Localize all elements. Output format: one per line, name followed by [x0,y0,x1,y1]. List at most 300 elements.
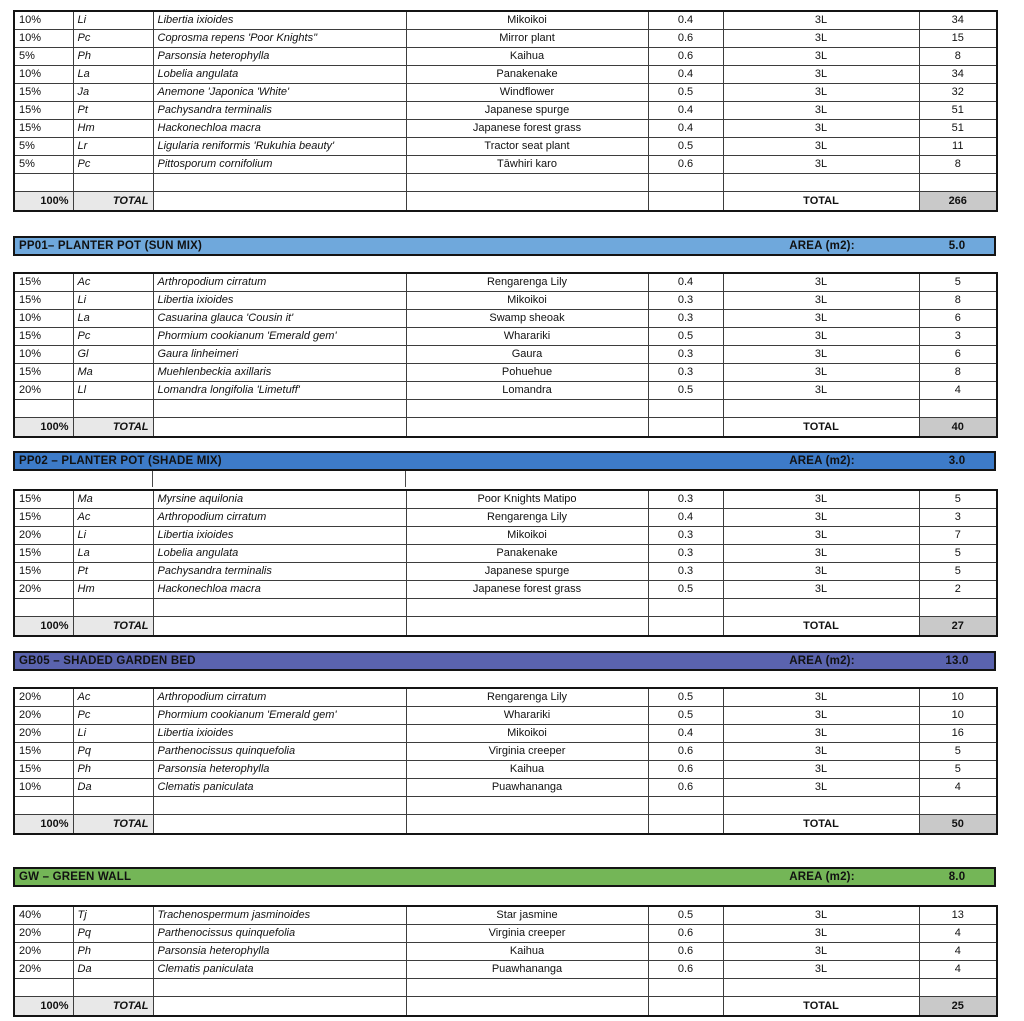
total-caption-cell: TOTAL [723,617,919,637]
plant-row [14,527,997,545]
plant-row [14,545,997,563]
botanical-name-cell: Lobelia angulata [153,545,406,563]
common-name-cell: Kaihua [406,48,648,66]
percentage-cell: 10% [14,11,73,30]
quantity-cell: 8 [919,292,997,310]
total-quantity-cell: 266 [919,192,997,212]
common-name-cell: Puawhananga [406,961,648,979]
percentage-cell: 15% [14,102,73,120]
species-code-cell: Li [73,527,153,545]
size-cell: 0.6 [648,779,723,797]
percentage-cell: 5% [14,48,73,66]
percentage-cell: 15% [14,743,73,761]
species-code-cell: Li [73,11,153,30]
botanical-name-cell: Pittosporum cornifolium [153,156,406,174]
common-name-cell: Rengarenga Lily [406,273,648,292]
percentage-cell: 15% [14,292,73,310]
pot-size-cell: 3L [723,779,919,797]
area-label: AREA (m2): [789,655,855,667]
species-code-cell: Ac [73,273,153,292]
botanical-name-cell: Hackonechloa macra [153,581,406,599]
quantity-cell: 51 [919,102,997,120]
quantity-cell: 8 [919,156,997,174]
percentage-cell: 15% [14,490,73,509]
percentage-cell: 20% [14,707,73,725]
pot-size-cell: 3L [723,328,919,346]
area-label: AREA (m2): [789,240,855,252]
size-cell: 0.5 [648,906,723,925]
total-caption-cell: TOTAL [723,815,919,835]
plant-row [14,48,997,66]
common-name-cell: Pohuehue [406,364,648,382]
species-code-cell: Ac [73,688,153,707]
plant-row [14,925,997,943]
species-code-cell: Pt [73,563,153,581]
common-name-cell: Wharariki [406,328,648,346]
plant-row [14,563,997,581]
plant-row [14,273,997,292]
empty-cell [73,797,153,815]
total-percentage-cell: 100% [14,997,73,1017]
pot-size-cell: 3L [723,346,919,364]
botanical-name-cell: Lomandra longifolia 'Limetuff' [153,382,406,400]
botanical-name-cell: Gaura linheimeri [153,346,406,364]
botanical-name-cell: Libertia ixioides [153,725,406,743]
percentage-cell: 15% [14,364,73,382]
spacer-row [14,797,997,815]
pot-size-cell: 3L [723,725,919,743]
section-title: GW – GREEN WALL [19,871,132,883]
plant-row [14,156,997,174]
size-cell: 0.5 [648,707,723,725]
size-cell: 0.5 [648,581,723,599]
species-code-cell: Pc [73,328,153,346]
common-name-cell: Windflower [406,84,648,102]
quantity-cell: 2 [919,581,997,599]
species-code-cell: Pq [73,925,153,943]
total-empty-cell [153,617,406,637]
plant-schedule-table [13,272,998,438]
common-name-cell: Panakenake [406,545,648,563]
botanical-name-cell: Ligularia reniformis 'Rukuhia beauty' [153,138,406,156]
common-name-cell: Tāwhiri karo [406,156,648,174]
total-empty-cell [153,815,406,835]
total-caption-cell: TOTAL [723,192,919,212]
pot-size-cell: 3L [723,102,919,120]
size-cell: 0.4 [648,273,723,292]
total-empty-cell [153,418,406,438]
empty-cell [648,400,723,418]
size-cell: 0.3 [648,545,723,563]
plant-row [14,761,997,779]
size-cell: 0.3 [648,364,723,382]
size-cell: 0.3 [648,527,723,545]
pot-size-cell: 3L [723,120,919,138]
botanical-name-cell: Hackonechloa macra [153,120,406,138]
pot-size-cell: 3L [723,382,919,400]
empty-cell [919,400,997,418]
common-name-cell: Kaihua [406,943,648,961]
botanical-name-cell: Libertia ixioides [153,292,406,310]
species-code-cell: Ac [73,509,153,527]
species-code-cell: Ma [73,490,153,509]
plant-row [14,11,997,30]
percentage-cell: 20% [14,382,73,400]
size-cell: 0.6 [648,743,723,761]
empty-cell [648,797,723,815]
total-quantity-cell: 25 [919,997,997,1017]
plant-row [14,707,997,725]
size-cell: 0.4 [648,509,723,527]
empty-cell [919,599,997,617]
species-code-cell: Ja [73,84,153,102]
percentage-cell: 15% [14,84,73,102]
spacer-row [14,599,997,617]
pot-size-cell: 3L [723,138,919,156]
common-name-cell: Japanese spurge [406,102,648,120]
pot-size-cell: 3L [723,273,919,292]
plant-row [14,906,997,925]
section-title: PP02 – PLANTER POT (SHADE MIX) [19,455,222,467]
empty-cell [723,174,919,192]
botanical-name-cell: Parsonsia heterophylla [153,943,406,961]
pot-size-cell: 3L [723,11,919,30]
total-empty-cell [406,815,648,835]
size-cell: 0.3 [648,490,723,509]
percentage-cell: 15% [14,545,73,563]
empty-cell [723,979,919,997]
botanical-name-cell: Lobelia angulata [153,66,406,84]
section-title: GB05 – SHADED GARDEN BED [19,655,196,667]
common-name-cell: Rengarenga Lily [406,509,648,527]
common-name-cell: Gaura [406,346,648,364]
botanical-name-cell: Parsonsia heterophylla [153,761,406,779]
percentage-cell: 15% [14,328,73,346]
area-value: 13.0 [945,655,969,667]
plant-row [14,84,997,102]
species-code-cell: Li [73,292,153,310]
percentage-cell: 15% [14,761,73,779]
botanical-name-cell: Libertia ixioides [153,527,406,545]
species-code-cell: Hm [73,120,153,138]
empty-cell [153,979,406,997]
botanical-name-cell: Arthropodium cirratum [153,273,406,292]
total-percentage-cell: 100% [14,192,73,212]
size-cell: 0.5 [648,382,723,400]
total-empty-cell [648,997,723,1017]
botanical-name-cell: Anemone 'Japonica 'White' [153,84,406,102]
area-value: 5.0 [948,240,966,252]
plant-schedule-table [13,687,998,835]
quantity-cell: 5 [919,563,997,581]
species-code-cell: Ph [73,48,153,66]
common-name-cell: Star jasmine [406,906,648,925]
size-cell: 0.5 [648,138,723,156]
total-percentage-cell: 100% [14,418,73,438]
spacer-row [14,400,997,418]
size-cell: 0.6 [648,156,723,174]
quantity-cell: 6 [919,310,997,328]
empty-cell [406,400,648,418]
size-cell: 0.6 [648,961,723,979]
section-title: PP01– PLANTER POT (SUN MIX) [19,240,203,252]
spacer-row [14,979,997,997]
quantity-cell: 6 [919,346,997,364]
common-name-cell: Puawhananga [406,779,648,797]
percentage-cell: 20% [14,527,73,545]
empty-cell [153,797,406,815]
percentage-cell: 5% [14,138,73,156]
quantity-cell: 10 [919,688,997,707]
botanical-name-cell: Trachenospermum jasminoides [153,906,406,925]
percentage-cell: 20% [14,925,73,943]
pot-size-cell: 3L [723,707,919,725]
quantity-cell: 5 [919,490,997,509]
size-cell: 0.4 [648,102,723,120]
common-name-cell: Mikoikoi [406,725,648,743]
quantity-cell: 5 [919,761,997,779]
section-header [13,236,996,256]
common-name-cell: Virginia creeper [406,925,648,943]
common-name-cell: Tractor seat plant [406,138,648,156]
common-name-cell: Rengarenga Lily [406,688,648,707]
common-name-cell: Japanese spurge [406,563,648,581]
botanical-name-cell: Parsonsia heterophylla [153,48,406,66]
area-label: AREA (m2): [789,871,855,883]
botanical-name-cell: Libertia ixioides [153,11,406,30]
species-code-cell: Hm [73,581,153,599]
species-code-cell: Pc [73,707,153,725]
empty-cell [73,174,153,192]
percentage-cell: 40% [14,906,73,925]
total-percentage-cell: 100% [14,617,73,637]
plant-row [14,346,997,364]
species-code-cell: Pq [73,743,153,761]
species-code-cell: Da [73,779,153,797]
percentage-cell: 20% [14,943,73,961]
botanical-name-cell: Parthenocissus quinquefolia [153,743,406,761]
size-cell: 0.6 [648,925,723,943]
total-label-cell: TOTAL [73,418,153,438]
total-percentage-cell: 100% [14,815,73,835]
quantity-cell: 51 [919,120,997,138]
plant-schedule-table [13,905,998,1017]
pot-size-cell: 3L [723,66,919,84]
plant-schedule-section [13,10,996,212]
botanical-name-cell: Pachysandra terminalis [153,563,406,581]
pot-size-cell: 3L [723,310,919,328]
common-name-cell: Japanese forest grass [406,581,648,599]
botanical-name-cell: Phormium cookianum 'Emerald gem' [153,328,406,346]
empty-cell [73,599,153,617]
species-code-cell: Ph [73,943,153,961]
empty-cell [406,174,648,192]
pot-size-cell: 3L [723,292,919,310]
percentage-cell: 20% [14,725,73,743]
common-name-cell: Poor Knights Matipo [406,490,648,509]
plant-row [14,328,997,346]
plant-row [14,581,997,599]
quantity-cell: 7 [919,527,997,545]
pot-size-cell: 3L [723,906,919,925]
botanical-name-cell: Arthropodium cirratum [153,509,406,527]
total-row [14,418,997,438]
plant-row [14,292,997,310]
pot-size-cell: 3L [723,156,919,174]
percentage-cell: 20% [14,961,73,979]
species-code-cell: Lr [73,138,153,156]
empty-cell [648,599,723,617]
area-label: AREA (m2): [789,455,855,467]
empty-cell [723,797,919,815]
empty-cell [14,400,73,418]
plant-schedule-section [13,651,996,835]
species-code-cell: Gl [73,346,153,364]
empty-cell [153,599,406,617]
total-caption-cell: TOTAL [723,418,919,438]
pot-size-cell: 3L [723,761,919,779]
plant-row [14,688,997,707]
species-code-cell: Ph [73,761,153,779]
plant-row [14,66,997,84]
quantity-cell: 5 [919,743,997,761]
section-header [13,651,996,671]
pot-size-cell: 3L [723,743,919,761]
total-row [14,815,997,835]
botanical-name-cell: Arthropodium cirratum [153,688,406,707]
empty-cell [73,979,153,997]
percentage-cell: 10% [14,30,73,48]
size-cell: 0.6 [648,761,723,779]
empty-cell [919,979,997,997]
area-value: 8.0 [948,871,966,883]
species-code-cell: Pc [73,30,153,48]
botanical-name-cell: Casuarina glauca 'Cousin it' [153,310,406,328]
species-code-cell: La [73,310,153,328]
botanical-name-cell: Parthenocissus quinquefolia [153,925,406,943]
botanical-name-cell: Coprosma repens 'Poor Knights'' [153,30,406,48]
size-cell: 0.3 [648,346,723,364]
total-row [14,997,997,1017]
pot-size-cell: 3L [723,545,919,563]
botanical-name-cell: Phormium cookianum 'Emerald gem' [153,707,406,725]
pot-size-cell: 3L [723,84,919,102]
size-cell: 0.6 [648,48,723,66]
common-name-cell: Mikoikoi [406,11,648,30]
section-header [13,867,996,887]
quantity-cell: 34 [919,11,997,30]
species-code-cell: Da [73,961,153,979]
size-cell: 0.4 [648,725,723,743]
empty-cell [648,174,723,192]
pot-size-cell: 3L [723,527,919,545]
area-value: 3.0 [948,455,966,467]
common-name-cell: Virginia creeper [406,743,648,761]
species-code-cell: Li [73,725,153,743]
total-empty-cell [406,418,648,438]
size-cell: 0.3 [648,563,723,581]
species-code-cell: Pc [73,156,153,174]
quantity-cell: 34 [919,66,997,84]
stray-border-line [405,471,406,487]
quantity-cell: 4 [919,943,997,961]
total-quantity-cell: 50 [919,815,997,835]
quantity-cell: 4 [919,779,997,797]
common-name-cell: Swamp sheoak [406,310,648,328]
quantity-cell: 10 [919,707,997,725]
plant-schedule-section [13,451,996,637]
quantity-cell: 3 [919,328,997,346]
quantity-cell: 5 [919,273,997,292]
quantity-cell: 8 [919,364,997,382]
total-label-cell: TOTAL [73,192,153,212]
total-empty-cell [406,617,648,637]
plant-row [14,961,997,979]
empty-cell [648,979,723,997]
empty-cell [919,797,997,815]
botanical-name-cell: Pachysandra terminalis [153,102,406,120]
pot-size-cell: 3L [723,509,919,527]
percentage-cell: 15% [14,509,73,527]
total-empty-cell [648,418,723,438]
total-empty-cell [648,192,723,212]
size-cell: 0.5 [648,84,723,102]
total-empty-cell [648,617,723,637]
quantity-cell: 3 [919,509,997,527]
size-cell: 0.4 [648,120,723,138]
total-row [14,617,997,637]
species-code-cell: Ll [73,382,153,400]
plant-schedule-section [13,867,996,1017]
quantity-cell: 8 [919,48,997,66]
quantity-cell: 15 [919,30,997,48]
quantity-cell: 5 [919,545,997,563]
percentage-cell: 20% [14,581,73,599]
percentage-cell: 5% [14,156,73,174]
total-label-cell: TOTAL [73,997,153,1017]
empty-cell [73,400,153,418]
size-cell: 0.6 [648,30,723,48]
plant-row [14,120,997,138]
percentage-cell: 15% [14,120,73,138]
empty-cell [14,599,73,617]
species-code-cell: Pt [73,102,153,120]
total-label-cell: TOTAL [73,815,153,835]
plant-row [14,102,997,120]
total-empty-cell [406,997,648,1017]
empty-cell [723,599,919,617]
pot-size-cell: 3L [723,30,919,48]
pot-size-cell: 3L [723,563,919,581]
plant-row [14,364,997,382]
common-name-cell: Mirror plant [406,30,648,48]
plant-schedule-table [13,10,998,212]
empty-cell [723,400,919,418]
percentage-cell: 20% [14,688,73,707]
pot-size-cell: 3L [723,364,919,382]
total-row [14,192,997,212]
common-name-cell: Japanese forest grass [406,120,648,138]
quantity-cell: 32 [919,84,997,102]
total-quantity-cell: 40 [919,418,997,438]
section-header [13,451,996,471]
stray-border-line [152,471,153,487]
plant-row [14,382,997,400]
plant-row [14,138,997,156]
size-cell: 0.4 [648,11,723,30]
quantity-cell: 11 [919,138,997,156]
plant-schedule-section [13,236,996,438]
